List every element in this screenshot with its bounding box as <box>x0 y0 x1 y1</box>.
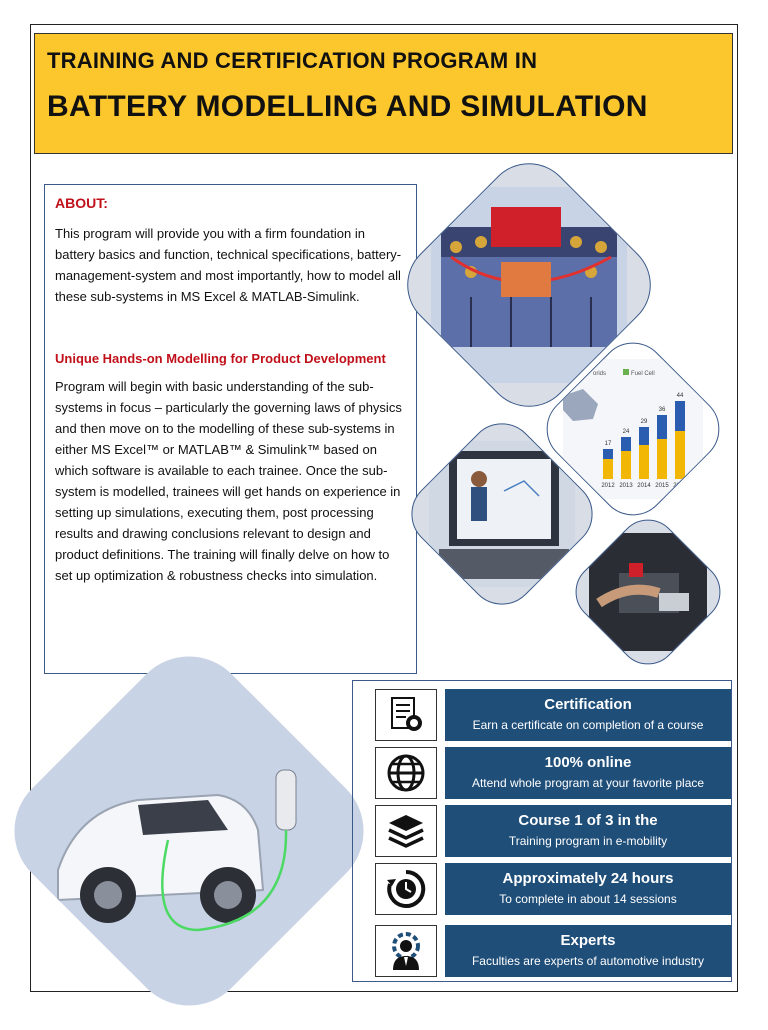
chart-value-label: 24 <box>622 429 630 435</box>
feature-description: Training program in e-mobility <box>508 834 668 848</box>
expert-icon <box>375 925 437 977</box>
layers-icon <box>375 805 437 857</box>
chart-year-label: 2014 <box>637 483 651 489</box>
chart-value-label: 44 <box>676 393 684 399</box>
chart-year-label: 2016 <box>673 483 687 489</box>
feature-title: Certification <box>544 696 632 713</box>
chart-legend-fuel-cell: Fuel Cell <box>631 371 655 377</box>
feature-duration <box>375 863 727 915</box>
feature-certification <box>375 689 727 741</box>
program-description: Program will begin with basic understanding of the sub-systems in focus – particularly the governing laws of physics and then move on to the modelling of these sub-systems in either MS Excel™ or MATLAB™ & Simulink™ based on which software is available to each trainee. Once the sub-system is modelled, trainees will get hands on experience in setting up simulations, executing them, post processing results and drawing conclusions relevant to design and product definitions. The training will finally delve on how to set up optimization & robustness checks into simulation. <box>55 379 402 583</box>
about-intro: This program will provide you with a firm foundation in battery basics and function, technical specifications, battery-management-system and most importantly, how to model all these sub-systems in MS Excel & MATLAB-Simulink. <box>55 226 402 304</box>
certificate-icon <box>375 689 437 741</box>
feature-description: Attend whole program at your favorite place <box>471 776 705 790</box>
feature-title: Course 1 of 3 in the <box>518 812 658 829</box>
feature-card <box>445 689 731 741</box>
title-banner <box>34 33 733 154</box>
chart-value-label: 36 <box>658 407 666 413</box>
feature-online <box>375 747 727 799</box>
feature-card <box>445 863 731 915</box>
feature-title: 100% online <box>544 754 632 771</box>
features-panel <box>352 680 732 982</box>
chart-legend-hybrids: orids <box>593 371 607 377</box>
feature-title: Experts <box>560 932 616 949</box>
globe-icon <box>375 747 437 799</box>
title-line-1: TRAINING AND CERTIFICATION PROGRAM IN <box>47 48 538 73</box>
feature-description: To complete in about 14 sessions <box>499 892 677 906</box>
feature-experts <box>375 925 727 977</box>
chart-year-label: 2013 <box>619 483 633 489</box>
feature-description: Earn a certificate on completion of a course <box>472 718 704 732</box>
about-section <box>44 184 417 674</box>
chart-year-label: 2012 <box>601 483 615 489</box>
feature-card <box>445 805 731 857</box>
clock-icon <box>375 863 437 915</box>
about-heading: ABOUT: <box>55 195 108 211</box>
feature-card <box>445 925 731 977</box>
hands-on-heading: Unique Hands-on Modelling for Product Development <box>55 351 386 366</box>
chart-value-label: 17 <box>604 441 612 447</box>
chart-value-label: 29 <box>640 419 648 425</box>
feature-title: Approximately 24 hours <box>502 870 674 887</box>
feature-description: Faculties are experts of automotive industry <box>471 954 705 968</box>
feature-course <box>375 805 727 857</box>
chart-year-label: 2015 <box>655 483 669 489</box>
feature-card <box>445 747 731 799</box>
title-line-2: BATTERY MODELLING AND SIMULATION <box>47 90 648 123</box>
